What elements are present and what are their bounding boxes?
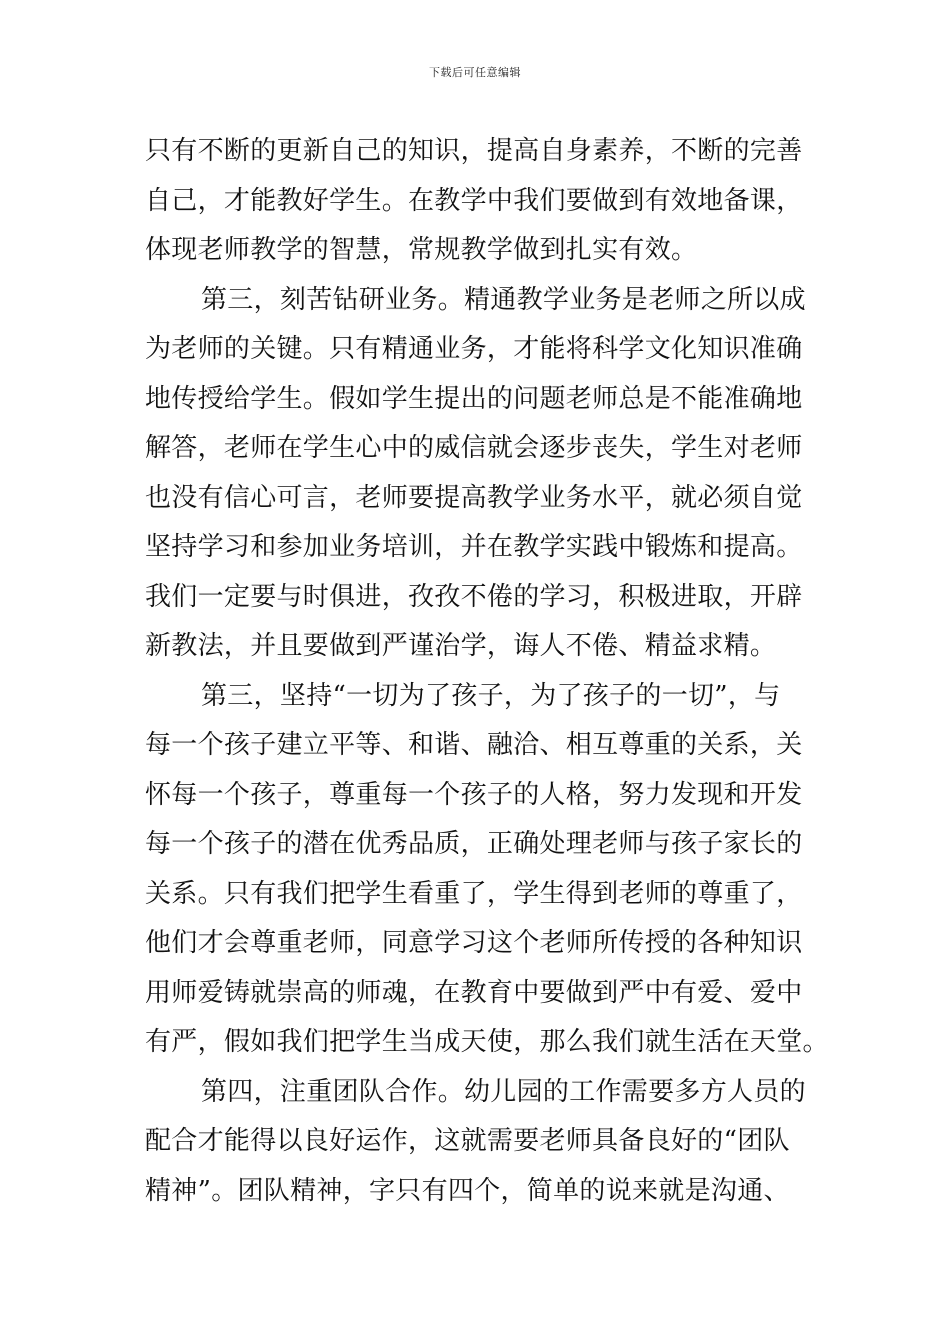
text-line: 地传授给学生。假如学生提出的问题老师总是不能准确地	[145, 383, 803, 414]
text-line: 只有不断的更新自己的知识，提高自身素养，不断的完善	[145, 136, 803, 166]
paragraph-start-line: 第四，注重团队合作。幼儿园的工作需要多方人员的	[201, 1076, 806, 1107]
text-line: 怀每一个孩子，尊重每一个孩子的人格，努力发现和开发	[145, 779, 803, 810]
text-line: 每一个孩子的潜在优秀品质，正确处理老师与孩子家长的	[145, 829, 803, 859]
text-line: 解答，老师在学生心中的威信就会逐步丧失，学生对老师	[145, 433, 803, 463]
text-line: 也没有信心可言，老师要提高教学业务水平，就必须自觉	[145, 482, 803, 513]
text-line: 精神”。团队精神，字只有四个，简单的说来就是沟通、	[145, 1175, 790, 1206]
text-line: 用师爱铸就崇高的师魂，在教育中要做到严中有爱、爱中	[145, 977, 803, 1008]
page-header: 下载后可任意编辑	[429, 66, 521, 79]
text-line: 配合才能得以良好运作，这就需要老师具备良好的“团队	[145, 1126, 790, 1156]
text-line: 新教法，并且要做到严谨治学，诲人不倦、精益求精。	[145, 631, 777, 661]
paragraph-start-line: 第三，刻苦钻研业务。精通教学业务是老师之所以成	[201, 284, 806, 315]
text-line: 有严，假如我们把学生当成天使，那么我们就生活在天堂。	[145, 1027, 829, 1057]
text-line: 我们一定要与时俱进，孜孜不倦的学习，积极进取，开辟	[145, 581, 803, 612]
text-line: 关系。只有我们把学生看重了，学生得到老师的尊重了，	[145, 878, 803, 909]
body-text	[145, 127, 829, 1216]
text-line: 体现老师教学的智慧，常规教学做到扎实有效。	[145, 235, 698, 265]
text-line: 为老师的关键。只有精通业务，才能将科学文化知识准确	[145, 334, 803, 364]
text-line: 自己，才能教好学生。在教学中我们要做到有效地备课，	[145, 185, 803, 216]
text-line: 坚持学习和参加业务培训，并在教学实践中锻炼和提高。	[145, 532, 803, 562]
text-line: 他们才会尊重老师，同意学习这个老师所传授的各种知识	[145, 928, 803, 958]
paragraph-start-line: 第三，坚持“一切为了孩子，为了孩子的一切”，与	[201, 680, 781, 711]
text-line: 每一个孩子建立平等、和谐、融洽、相互尊重的关系，关	[145, 730, 803, 760]
